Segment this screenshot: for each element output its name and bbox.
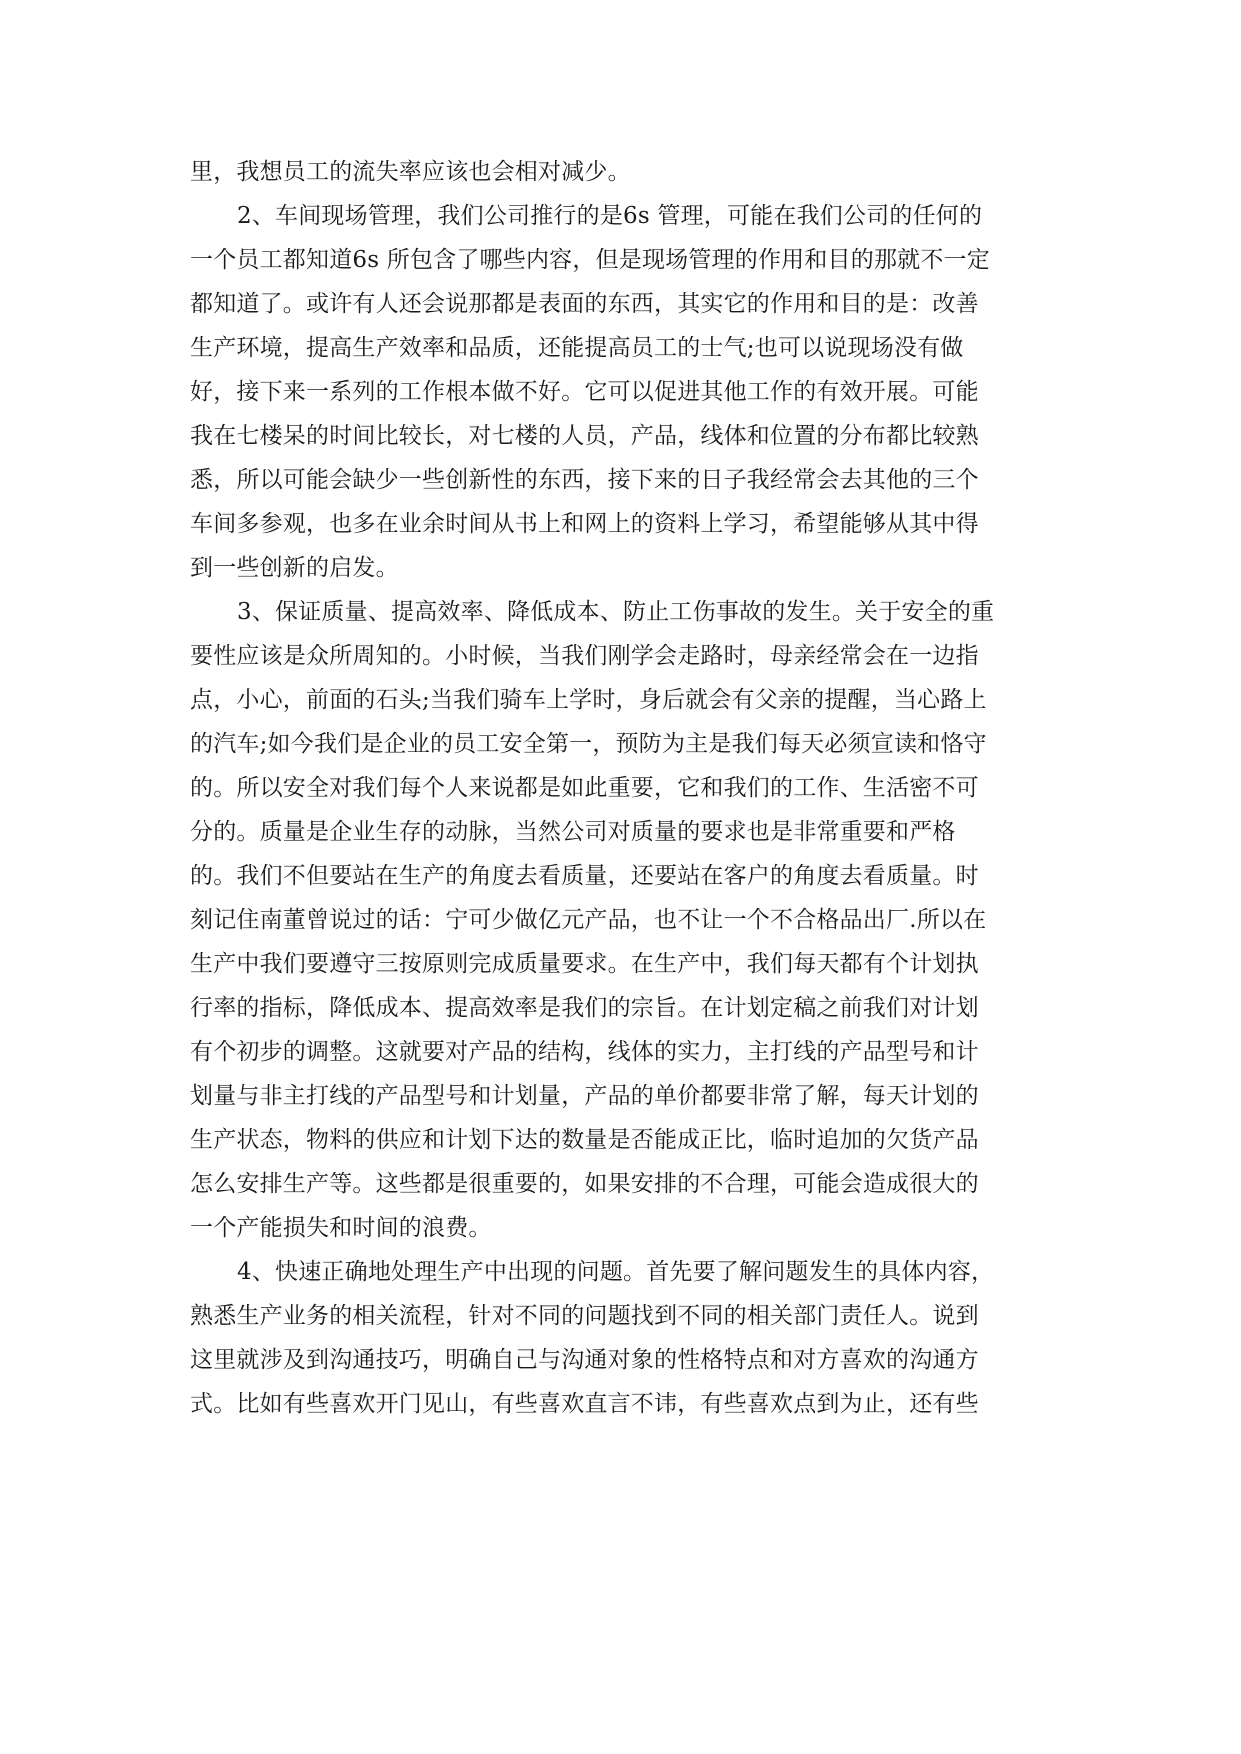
text-line: 行率的指标，降低成本、提高效率是我们的宗旨。在计划定稿之前我们对计划: [190, 995, 979, 1021]
text-line: 我在七楼呆的时间比较长，对七楼的人员，产品，线体和位置的分布都比较熟: [190, 423, 979, 449]
text-line: 生产环境，提高生产效率和品质，还能提高员工的士气;也可以说现场没有做: [190, 335, 964, 361]
text-line: 刻记住南董曾说过的话：宁可少做亿元产品，也不让一个不合格品出厂.所以在: [190, 907, 987, 933]
paragraph-start-line: 3、保证质量、提高效率、降低成本、防止工伤事故的发生。关于安全的重: [237, 599, 995, 625]
text-line: 分的。质量是企业生存的动脉，当然公司对质量的要求也是非常重要和严格: [190, 819, 956, 845]
text-line: 生产状态，物料的供应和计划下达的数量是否能成正比，临时追加的欠货产品: [190, 1127, 979, 1153]
document-body: [190, 150, 1050, 1426]
text-line: 怎么安排生产等。这些都是很重要的，如果安排的不合理，可能会造成很大的: [190, 1171, 979, 1197]
text-line: 一个员工都知道6s 所包含了哪些内容，但是现场管理的作用和目的那就不一定: [190, 247, 990, 273]
text-line: 里，我想员工的流失率应该也会相对减少。: [190, 159, 631, 185]
text-line: 熟悉生产业务的相关流程，针对不同的问题找到不同的相关部门责任人。说到: [190, 1303, 979, 1329]
text-line: 式。比如有些喜欢开门见山，有些喜欢直言不讳，有些喜欢点到为止，还有些: [190, 1391, 979, 1417]
text-line: 都知道了。或许有人还会说那都是表面的东西，其实它的作用和目的是：改善: [190, 291, 979, 317]
text-line: 悉，所以可能会缺少一些创新性的东西，接下来的日子我经常会去其他的三个: [190, 467, 979, 493]
text-line: 的。我们不但要站在生产的角度去看质量，还要站在客户的角度去看质量。时: [190, 863, 979, 889]
text-line: 这里就涉及到沟通技巧，明确自己与沟通对象的性格特点和对方喜欢的沟通方: [190, 1347, 979, 1373]
paragraph-start-line: 4、快速正确地处理生产中出现的问题。首先要了解问题发生的具体内容，: [237, 1259, 995, 1285]
text-line: 的。所以安全对我们每个人来说都是如此重要，它和我们的工作、生活密不可: [190, 775, 979, 801]
text-line: 车间多参观，也多在业余时间从书上和网上的资料上学习，希望能够从其中得: [190, 511, 979, 537]
text-line: 点，小心，前面的石头;当我们骑车上学时，身后就会有父亲的提醒，当心路上: [190, 687, 987, 713]
text-line: 的汽车;如今我们是企业的员工安全第一，预防为主是我们每天必须宣读和恪守: [190, 731, 987, 757]
text-line: 生产中我们要遵守三按原则完成质量要求。在生产中，我们每天都有个计划执: [190, 951, 979, 977]
text-line: 到一些创新的启发。: [190, 555, 399, 581]
text-line: 好，接下来一系列的工作根本做不好。它可以促进其他工作的有效开展。可能: [190, 379, 979, 405]
text-line: 一个产能损失和时间的浪费。: [190, 1215, 492, 1241]
text-line: 有个初步的调整。这就要对产品的结构，线体的实力，主打线的产品型号和计: [190, 1039, 979, 1065]
text-line: 要性应该是众所周知的。小时候，当我们刚学会走路时，母亲经常会在一边指: [190, 643, 979, 669]
text-line: 划量与非主打线的产品型号和计划量，产品的单价都要非常了解，每天计划的: [190, 1083, 979, 1109]
paragraph-start-line: 2、车间现场管理，我们公司推行的是6s 管理，可能在我们公司的任何的: [237, 203, 983, 229]
